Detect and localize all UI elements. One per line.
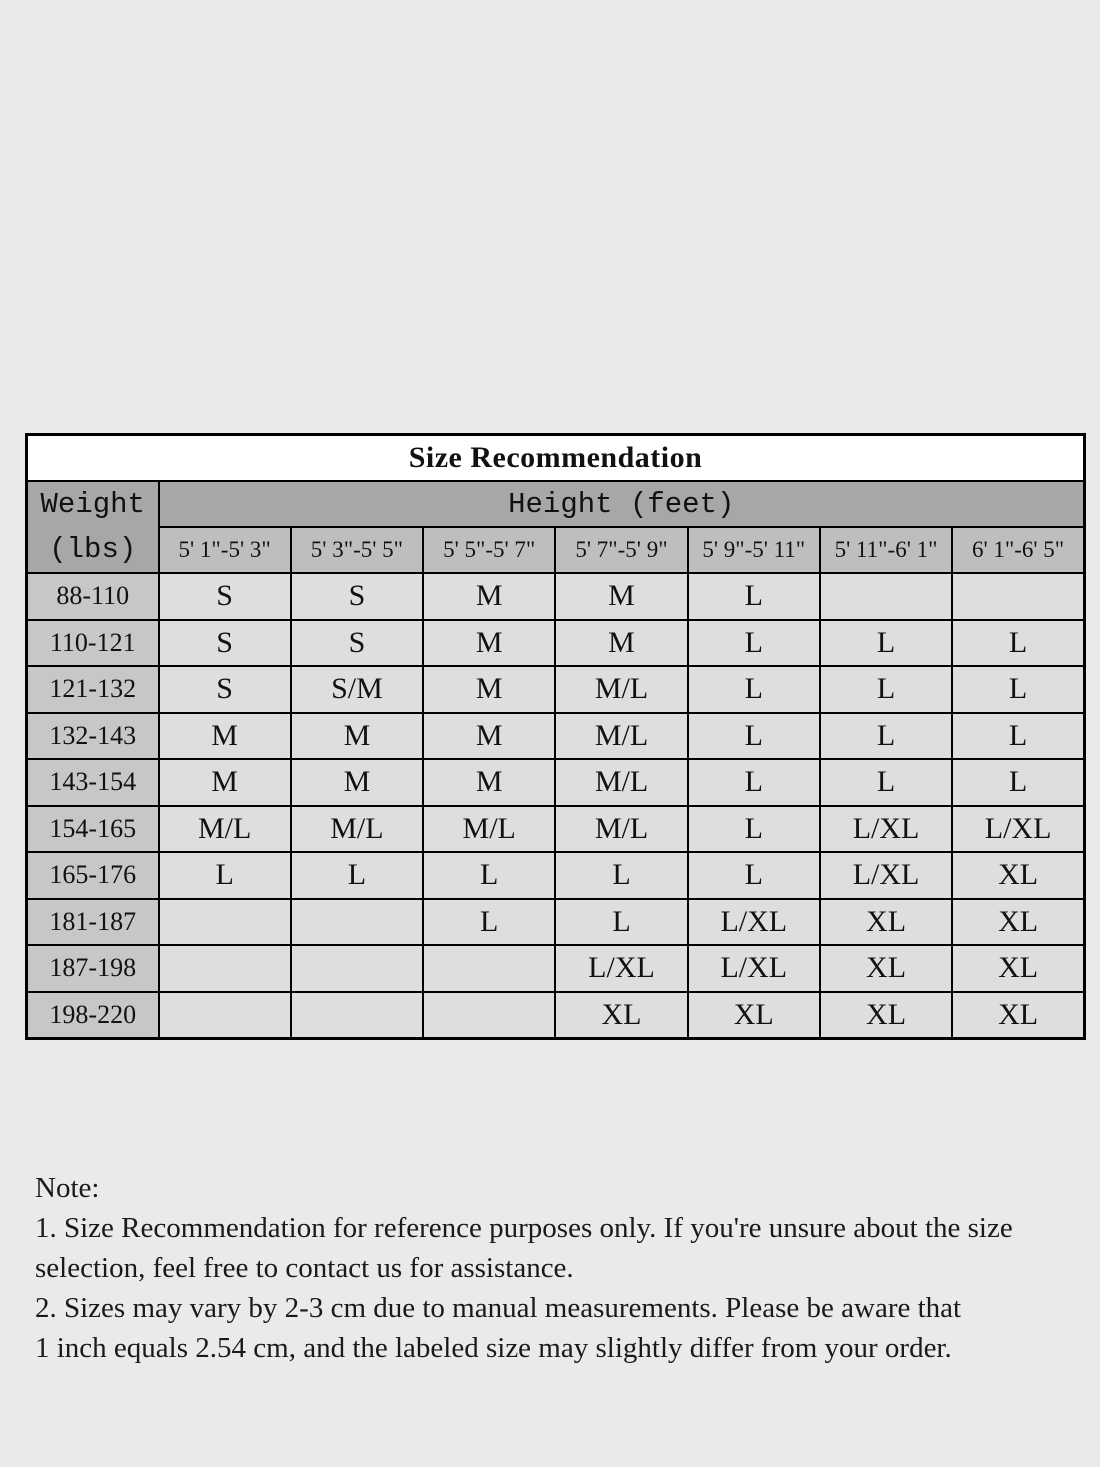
size-cell: L (688, 573, 820, 620)
size-cell (952, 573, 1084, 620)
size-cell: L/XL (688, 945, 820, 992)
size-cell: M (555, 620, 687, 667)
size-recommendation-table (25, 433, 1086, 1040)
size-cell: L/XL (555, 945, 687, 992)
weight-cell: 110-121 (27, 620, 159, 667)
size-cell: XL (820, 992, 952, 1039)
size-cell: M (555, 573, 687, 620)
size-cell: S (159, 620, 291, 667)
table-row (27, 713, 1085, 760)
height-range-cell: 5' 7"-5' 9" (555, 527, 687, 573)
table-row (27, 899, 1085, 946)
size-cell: XL (952, 992, 1084, 1039)
size-cell: M/L (291, 806, 423, 853)
size-cell: M (423, 713, 555, 760)
weight-cell: 132-143 (27, 713, 159, 760)
size-cell: M (423, 666, 555, 713)
size-cell (291, 945, 423, 992)
table-row (27, 945, 1085, 992)
note-line: 1. Size Recommendation for reference purposes only. If you're unsure about the size (35, 1212, 1013, 1244)
size-cell: L (688, 852, 820, 899)
size-cell: L (820, 620, 952, 667)
weight-cell: 121-132 (27, 666, 159, 713)
size-cell: L/XL (952, 806, 1084, 853)
size-cell: L (688, 713, 820, 760)
table-row (27, 573, 1085, 620)
header-row (27, 481, 1085, 527)
size-cell: XL (820, 945, 952, 992)
size-cell: XL (555, 992, 687, 1039)
size-cell: L (555, 899, 687, 946)
size-cell (291, 899, 423, 946)
size-cell: S (159, 666, 291, 713)
weight-cell: 143-154 (27, 759, 159, 806)
table-row (27, 620, 1085, 667)
note-line: 2. Sizes may vary by 2-3 cm due to manual measurements. Please be aware that (35, 1292, 962, 1324)
size-cell: XL (688, 992, 820, 1039)
size-cell: M/L (423, 806, 555, 853)
weight-cell: 198-220 (27, 992, 159, 1039)
table-row (27, 806, 1085, 853)
size-cell: M (291, 759, 423, 806)
size-cell: XL (952, 945, 1084, 992)
size-cell: M (159, 759, 291, 806)
size-cell: S (159, 573, 291, 620)
size-cell: L (820, 713, 952, 760)
height-range-cell: 5' 11"-6' 1" (820, 527, 952, 573)
size-cell: XL (952, 852, 1084, 899)
size-cell: L (688, 806, 820, 853)
size-cell: S (291, 620, 423, 667)
size-cell: L (688, 666, 820, 713)
size-cell: L (555, 852, 687, 899)
weight-header-line2: (lbs) (49, 533, 137, 566)
weight-cell: 187-198 (27, 945, 159, 992)
size-cell: XL (820, 899, 952, 946)
size-cell: L/XL (688, 899, 820, 946)
size-cell: L/XL (820, 852, 952, 899)
size-cell: L (820, 759, 952, 806)
size-cell: M (159, 713, 291, 760)
size-cell: M (423, 759, 555, 806)
note-line: 1 inch equals 2.54 cm, and the labeled size may slightly differ from your order. (35, 1332, 952, 1364)
height-range-cell: 5' 5"-5' 7" (423, 527, 555, 573)
size-cell: M (423, 620, 555, 667)
size-cell: L (952, 666, 1084, 713)
table-title: Size Recommendation (27, 435, 1085, 482)
size-cell: L (423, 899, 555, 946)
size-cell: M/L (555, 806, 687, 853)
size-cell (423, 992, 555, 1039)
weight-header (27, 481, 159, 573)
height-range-cell: 5' 3"-5' 5" (291, 527, 423, 573)
weight-header-line1: Weight (40, 488, 145, 521)
table-row (27, 992, 1085, 1039)
size-cell: L (820, 666, 952, 713)
size-cell (159, 945, 291, 992)
size-cell (159, 899, 291, 946)
size-cell: S (291, 573, 423, 620)
title-row (27, 435, 1085, 482)
size-cell: M/L (555, 759, 687, 806)
size-cell: L (423, 852, 555, 899)
note-section (35, 1168, 1080, 1368)
height-range-cell: 5' 1"-5' 3" (159, 527, 291, 573)
weight-cell: 88-110 (27, 573, 159, 620)
weight-cell: 181-187 (27, 899, 159, 946)
note-title: Note: (35, 1172, 100, 1204)
table-row (27, 759, 1085, 806)
size-cell: M/L (555, 713, 687, 760)
table-body (27, 573, 1085, 1039)
size-cell: L (688, 759, 820, 806)
size-cell: S/M (291, 666, 423, 713)
height-header: Height (feet) (159, 481, 1085, 527)
size-cell: M (423, 573, 555, 620)
size-cell: M (291, 713, 423, 760)
weight-cell: 165-176 (27, 852, 159, 899)
size-cell: L/XL (820, 806, 952, 853)
size-cell: M/L (555, 666, 687, 713)
size-cell (423, 945, 555, 992)
size-cell: XL (952, 899, 1084, 946)
size-cell (159, 992, 291, 1039)
table-row (27, 666, 1085, 713)
size-cell (820, 573, 952, 620)
note-line: selection, feel free to contact us for assistance. (35, 1252, 574, 1284)
height-range-cell: 6' 1"-6' 5" (952, 527, 1084, 573)
table-row (27, 852, 1085, 899)
height-range-cell: 5' 9"-5' 11" (688, 527, 820, 573)
weight-cell: 154-165 (27, 806, 159, 853)
size-cell (291, 992, 423, 1039)
size-cell: L (159, 852, 291, 899)
height-range-row (27, 527, 1085, 573)
size-cell: L (952, 759, 1084, 806)
size-cell: L (952, 620, 1084, 667)
size-cell: L (952, 713, 1084, 760)
size-cell: L (291, 852, 423, 899)
size-cell: M/L (159, 806, 291, 853)
size-cell: L (688, 620, 820, 667)
